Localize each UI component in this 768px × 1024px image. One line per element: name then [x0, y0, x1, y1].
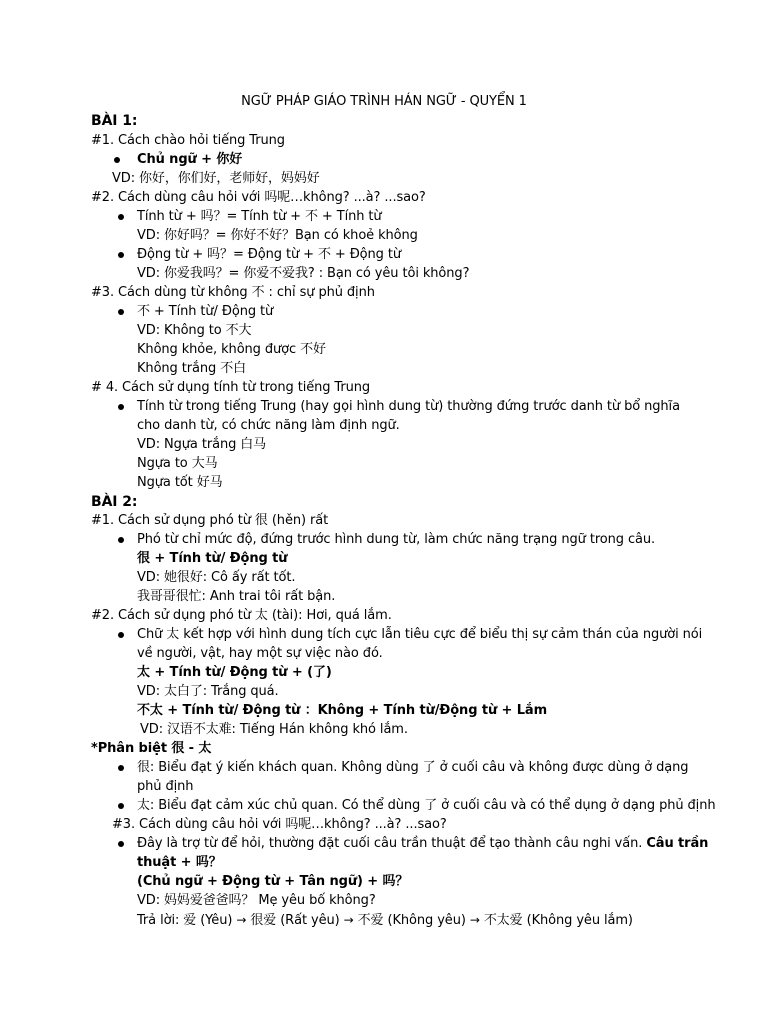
- page-title: NGỮ PHÁP GIÁO TRÌNH HÁN NGỮ - QUYỂN 1: [241, 94, 527, 109]
- example-line: Không khỏe, không được 不好: [137, 342, 326, 357]
- example-line: Không trắng 不白: [137, 361, 246, 376]
- example-line: 我哥哥很忙: Anh trai tôi rất bận.: [137, 589, 336, 604]
- section-1-1-heading: #1. Cách chào hỏi tiếng Trung: [91, 133, 285, 148]
- example-line: VD: 汉语不太难: Tiếng Hán không khó lắm.: [140, 722, 408, 737]
- formula-line: Chủ ngữ + 你好: [137, 152, 243, 167]
- formula-line: Tính từ + 吗？= Tính từ + 不 + Tính từ: [137, 209, 382, 224]
- formula-line: 太 + Tính từ/ Động từ + (了): [137, 665, 332, 680]
- formula-line: (Chủ ngữ + Động từ + Tân ngữ) + 吗？: [137, 874, 409, 889]
- bullet: [118, 632, 124, 638]
- example-line: VD: 你好吗？= 你好不好？Bạn có khoẻ không: [137, 228, 418, 243]
- section-2-3-heading: #3. Cách dùng câu hỏi với 吗呢…không? ...à? ...sao?: [112, 817, 447, 832]
- paragraph-line: cho danh từ, có chức năng làm định ngữ.: [137, 418, 400, 433]
- bullet: [118, 252, 124, 258]
- bullet: [118, 803, 124, 809]
- bullet: [118, 214, 124, 220]
- paragraph-line: 太: Biểu đạt cảm xúc chủ quan. Có thể dùng 了 ở cuối câu và có thể dụng ở dạng phủ định: [137, 798, 716, 813]
- arrow-right-icon: →: [469, 913, 480, 927]
- arrow-right-icon: →: [343, 913, 354, 927]
- section-2-1-heading: #1. Cách sử dụng phó từ 很 (hěn) rất: [91, 513, 329, 528]
- paragraph-line: Chữ 太 kết hợp với hình dung tích cực lẫn tiêu cực để biểu thị sự cảm thán của người nói: [137, 627, 703, 642]
- comparison-heading: *Phân biệt 很 - 太: [91, 741, 212, 756]
- formula-line: thuật + 吗？: [137, 855, 222, 870]
- paragraph-line: Phó từ chỉ mức độ, đứng trước hình dung từ, làm chức năng trạng ngữ trong câu.: [137, 532, 656, 547]
- example-line: VD: Không to 不大: [137, 323, 252, 338]
- arrow-right-icon: →: [236, 913, 247, 927]
- lesson-1-heading: BÀI 1:: [91, 113, 138, 129]
- paragraph-line: 很: Biểu đạt ý kiến khách quan. Không dùng 了 ở cuối câu và không được dùng ở dạng: [137, 760, 689, 775]
- example-line: VD: 太白了: Trắng quá.: [137, 684, 279, 699]
- example-line: VD: 你爱我吗？= 你爱不爱我? : Bạn có yêu tôi không?: [137, 266, 470, 281]
- paragraph-line: về người, vật, hay một sự việc nào đó.: [137, 646, 383, 661]
- formula-line: 很 + Tính từ/ Động từ: [137, 551, 288, 566]
- bullet: [118, 537, 124, 543]
- example-line: Ngựa to 大马: [137, 456, 218, 471]
- example-line: VD: Ngựa trắng 白马: [137, 437, 267, 452]
- formula-line: Động từ + 吗？= Động từ + 不 + Động từ: [137, 247, 401, 262]
- paragraph-line: phủ định: [137, 779, 194, 794]
- section-1-2-heading: #2. Cách dùng câu hỏi với 吗呢…không? ...à? ...sao?: [91, 190, 426, 205]
- bullet: [118, 309, 124, 315]
- section-1-4-heading: # 4. Cách sử dụng tính từ trong tiếng Trung: [91, 380, 371, 395]
- example-line: VD: 你好，你们好，老师好，妈妈好: [112, 171, 320, 186]
- bullet: [118, 404, 124, 410]
- bullet: [118, 765, 124, 771]
- paragraph-line: Tính từ trong tiếng Trung (hay gọi hình dung từ) thường đứng trước danh từ bổ nghĩa: [137, 399, 680, 414]
- answer-line: Trả lời: 爱 (Yêu) → 很爱 (Rất yêu) → 不爱 (Không yêu) → 不太爱 (Không yêu lắm): [137, 913, 633, 928]
- formula-line: 不 + Tính từ/ Động từ: [137, 304, 274, 319]
- section-1-3-heading: #3. Cách dùng từ không 不 : chỉ sự phủ định: [91, 285, 375, 300]
- formula-line: 不太 + Tính từ/ Động từ ：Không + Tính từ/Động từ + Lắm: [137, 703, 548, 718]
- example-line: VD: 她很好: Cô ấy rất tốt.: [137, 570, 296, 585]
- lesson-2-heading: BÀI 2:: [91, 494, 138, 510]
- bullet: [118, 841, 124, 847]
- bullet: [114, 157, 120, 163]
- example-line: Ngựa tốt 好马: [137, 475, 223, 490]
- section-2-2-heading: #2. Cách sử dụng phó từ 太 (tài): Hơi, quá lắm.: [91, 608, 392, 623]
- example-line: VD: 妈妈爱爸爸吗？ Mẹ yêu bố không?: [137, 893, 376, 908]
- paragraph-line: Đây là trợ từ để hỏi, thường đặt cuối câu trần thuật để tạo thành câu nghi vấn. Câu trần: [137, 836, 709, 851]
